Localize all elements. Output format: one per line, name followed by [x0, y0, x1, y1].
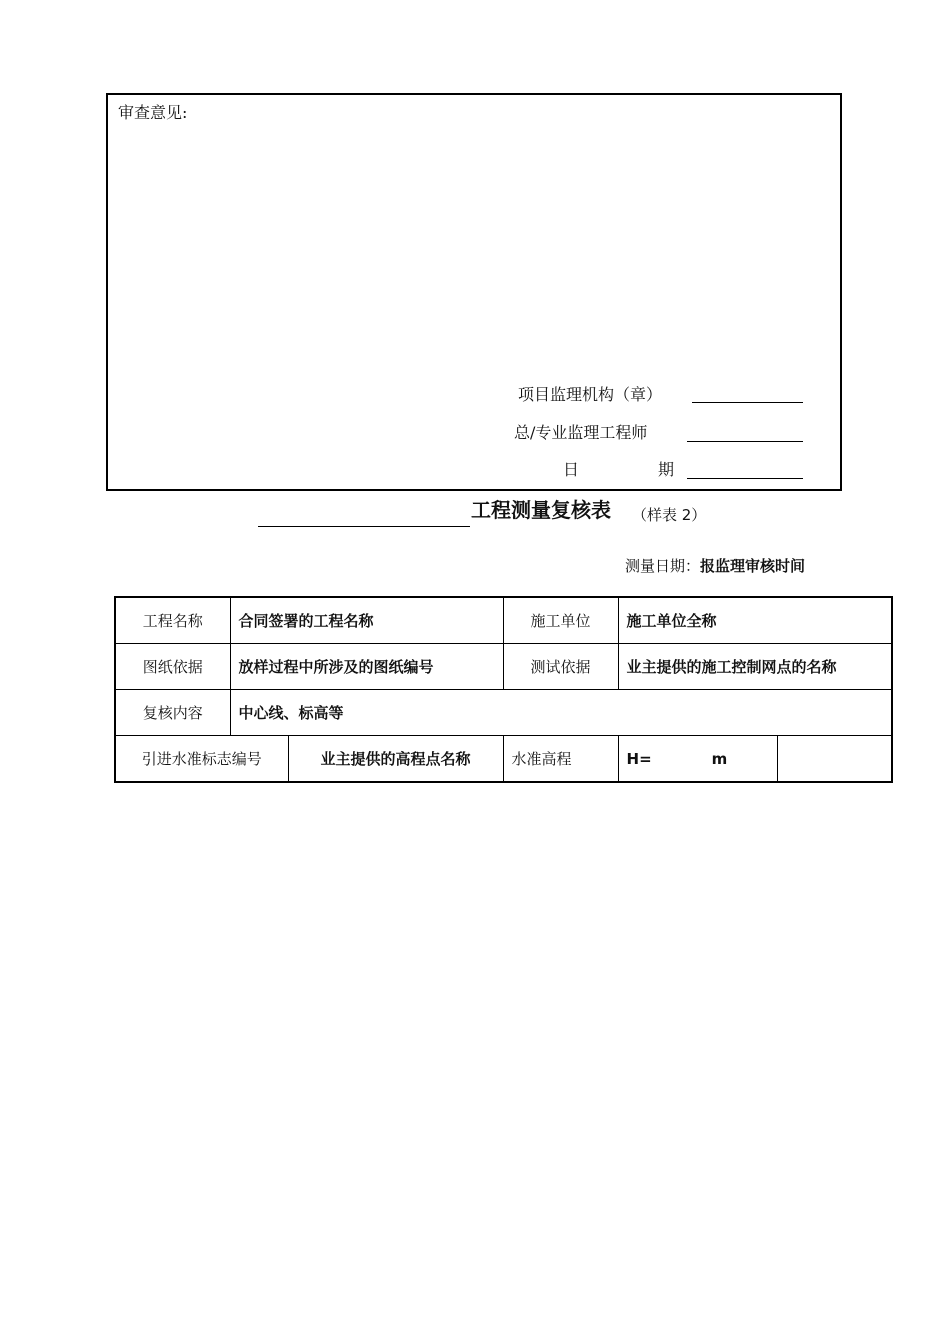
contractor-label: 施工单位 [503, 597, 618, 644]
measure-date-value: 报监理审核时间 [700, 557, 806, 575]
test-basis-value: 业主提供的施工控制网点的名称 [618, 644, 892, 690]
chief-engineer-line [687, 441, 803, 442]
contractor-value: 施工单位全称 [618, 597, 892, 644]
review-opinion-title: 审查意见: [118, 103, 188, 122]
benchmark-id-label: 引进水准标志编号 [115, 736, 288, 783]
table-row [115, 597, 892, 644]
table-row [115, 736, 892, 783]
elevation-h-prefix: H= [626, 749, 652, 768]
measure-date-label: 测量日期： [625, 557, 701, 575]
benchmark-id-value: 业主提供的高程点名称 [288, 736, 503, 783]
table-row [115, 690, 892, 736]
sample-note: （样表 2） [632, 506, 707, 524]
drawing-basis-label: 图纸依据 [115, 644, 230, 690]
chief-engineer-label: 总/专业监理工程师 [514, 423, 648, 442]
drawing-basis-value: 放样过程中所涉及的图纸编号 [230, 644, 503, 690]
test-basis-label: 测试依据 [503, 644, 618, 690]
document-title: 工程测量复核表 [471, 498, 611, 522]
measure-date [625, 555, 805, 576]
project-name-underline [258, 526, 470, 527]
project-name-value: 合同签署的工程名称 [230, 597, 503, 644]
supervision-org-label: 项目监理机构（章） [518, 385, 663, 404]
project-name-label: 工程名称 [115, 597, 230, 644]
level-elevation-label: 水准高程 [503, 736, 618, 783]
supervision-org-line [692, 402, 803, 403]
empty-cell [777, 736, 892, 783]
date-label-second: 期 [658, 460, 675, 479]
table-row [115, 644, 892, 690]
survey-review-table [114, 596, 893, 783]
date-label-first: 日 [563, 460, 580, 479]
date-line [687, 478, 803, 479]
review-content-label: 复核内容 [115, 690, 230, 736]
elevation-unit: m [711, 749, 728, 768]
review-opinion-box [106, 93, 842, 491]
elevation-value-cell [618, 736, 777, 783]
review-content-value: 中心线、标高等 [230, 690, 892, 736]
